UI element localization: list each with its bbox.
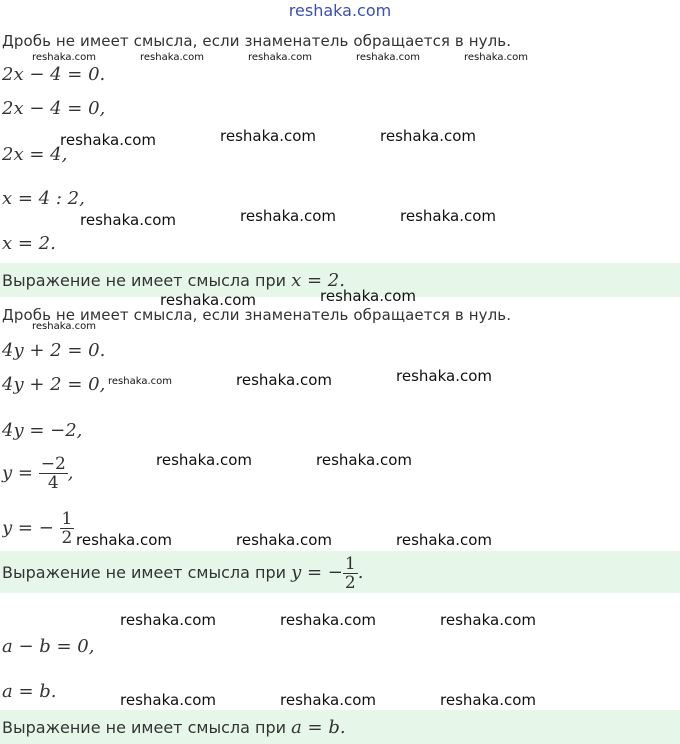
section2-equation-5 [2,510,74,550]
watermark: reshaka.com [440,691,536,709]
watermark: reshaka.com [76,531,172,549]
section2-equation-4-numerator: −2 [40,454,66,474]
section2-equation-1: 4y + 2 = 0. [2,340,106,361]
watermark: reshaka.com [320,287,416,305]
section2-equation-5-numerator: 1 [61,510,73,529]
watermark: reshaka.com [120,691,216,709]
watermark: reshaka.com [316,451,412,469]
section2-conclusion-math-left: y = − [291,562,343,583]
section1-equation-5: x = 2. [2,233,56,254]
section2-conclusion [2,551,363,593]
section3-equation-2: a = b. [2,681,57,702]
section1-equation-4: x = 4 : 2, [2,188,85,209]
section2-conclusion-end: . [357,562,364,583]
watermark: reshaka.com [464,52,528,63]
section2-conclusion-text: Выражение не имеет смысла при [2,563,286,582]
section2-equation-5-denominator: 2 [61,528,73,548]
watermark: reshaka.com [240,207,336,225]
watermark: reshaka.com [356,52,420,63]
watermark: reshaka.com [396,531,492,549]
section1-equation-2: 2x − 4 = 0, [2,98,106,119]
watermark: reshaka.com [60,131,156,149]
watermark: reshaka.com [32,321,96,332]
section1-equation-1: 2x − 4 = 0. [2,64,106,85]
watermark: reshaka.com [400,207,496,225]
watermark: reshaka.com [108,376,172,387]
watermark: reshaka.com [160,291,256,309]
section3-conclusion [2,717,346,738]
section2-equation-3: 4y = −2, [2,420,83,441]
watermark: reshaka.com [32,52,96,63]
watermark: reshaka.com [120,611,216,629]
section2-equation-4-end: , [67,462,74,484]
section2-equation-4-denominator: 4 [39,473,68,492]
section3-conclusion-math: a = b. [291,717,346,738]
section3-equation-1: a − b = 0, [2,636,95,657]
section1-intro: Дробь не имеет смысла, если знаменатель обращается в нуль. [2,32,512,50]
section3-conclusion-text: Выражение не имеет смысла при [2,718,286,737]
section2-conclusion-fraction [343,555,358,592]
watermark: reshaka.com [140,52,204,63]
section1-equation-3: 2x = 4, [2,144,68,165]
watermark: reshaka.com [280,691,376,709]
section2-conclusion-numerator: 1 [344,554,356,574]
section2-conclusion-denominator: 2 [344,573,356,593]
watermark: reshaka.com [80,211,176,229]
section2-equation-4-fraction [39,455,68,492]
site-header-link[interactable]: reshaka.com [288,1,392,20]
section1-conclusion-text: Выражение не имеет смысла при [2,271,286,290]
watermark: reshaka.com [156,451,252,469]
section1-conclusion [2,270,345,291]
section2-equation-5-fraction [60,510,75,547]
watermark: reshaka.com [440,611,536,629]
watermark: reshaka.com [248,52,312,63]
watermark: reshaka.com [236,371,332,389]
section2-equation-4 [2,455,74,492]
watermark: reshaka.com [396,367,492,385]
section2-equation-4-left: y = [2,462,33,484]
section2-equation-2: 4y + 2 = 0, [2,374,106,395]
watermark: reshaka.com [220,127,316,145]
watermark: reshaka.com [380,127,476,145]
section2-equation-5-left: y = − [2,517,54,539]
section2-intro: Дробь не имеет смысла, если знаменатель обращается в нуль. [2,306,512,324]
watermark: reshaka.com [236,531,332,549]
section1-conclusion-math: x = 2. [291,270,345,291]
watermark: reshaka.com [280,611,376,629]
